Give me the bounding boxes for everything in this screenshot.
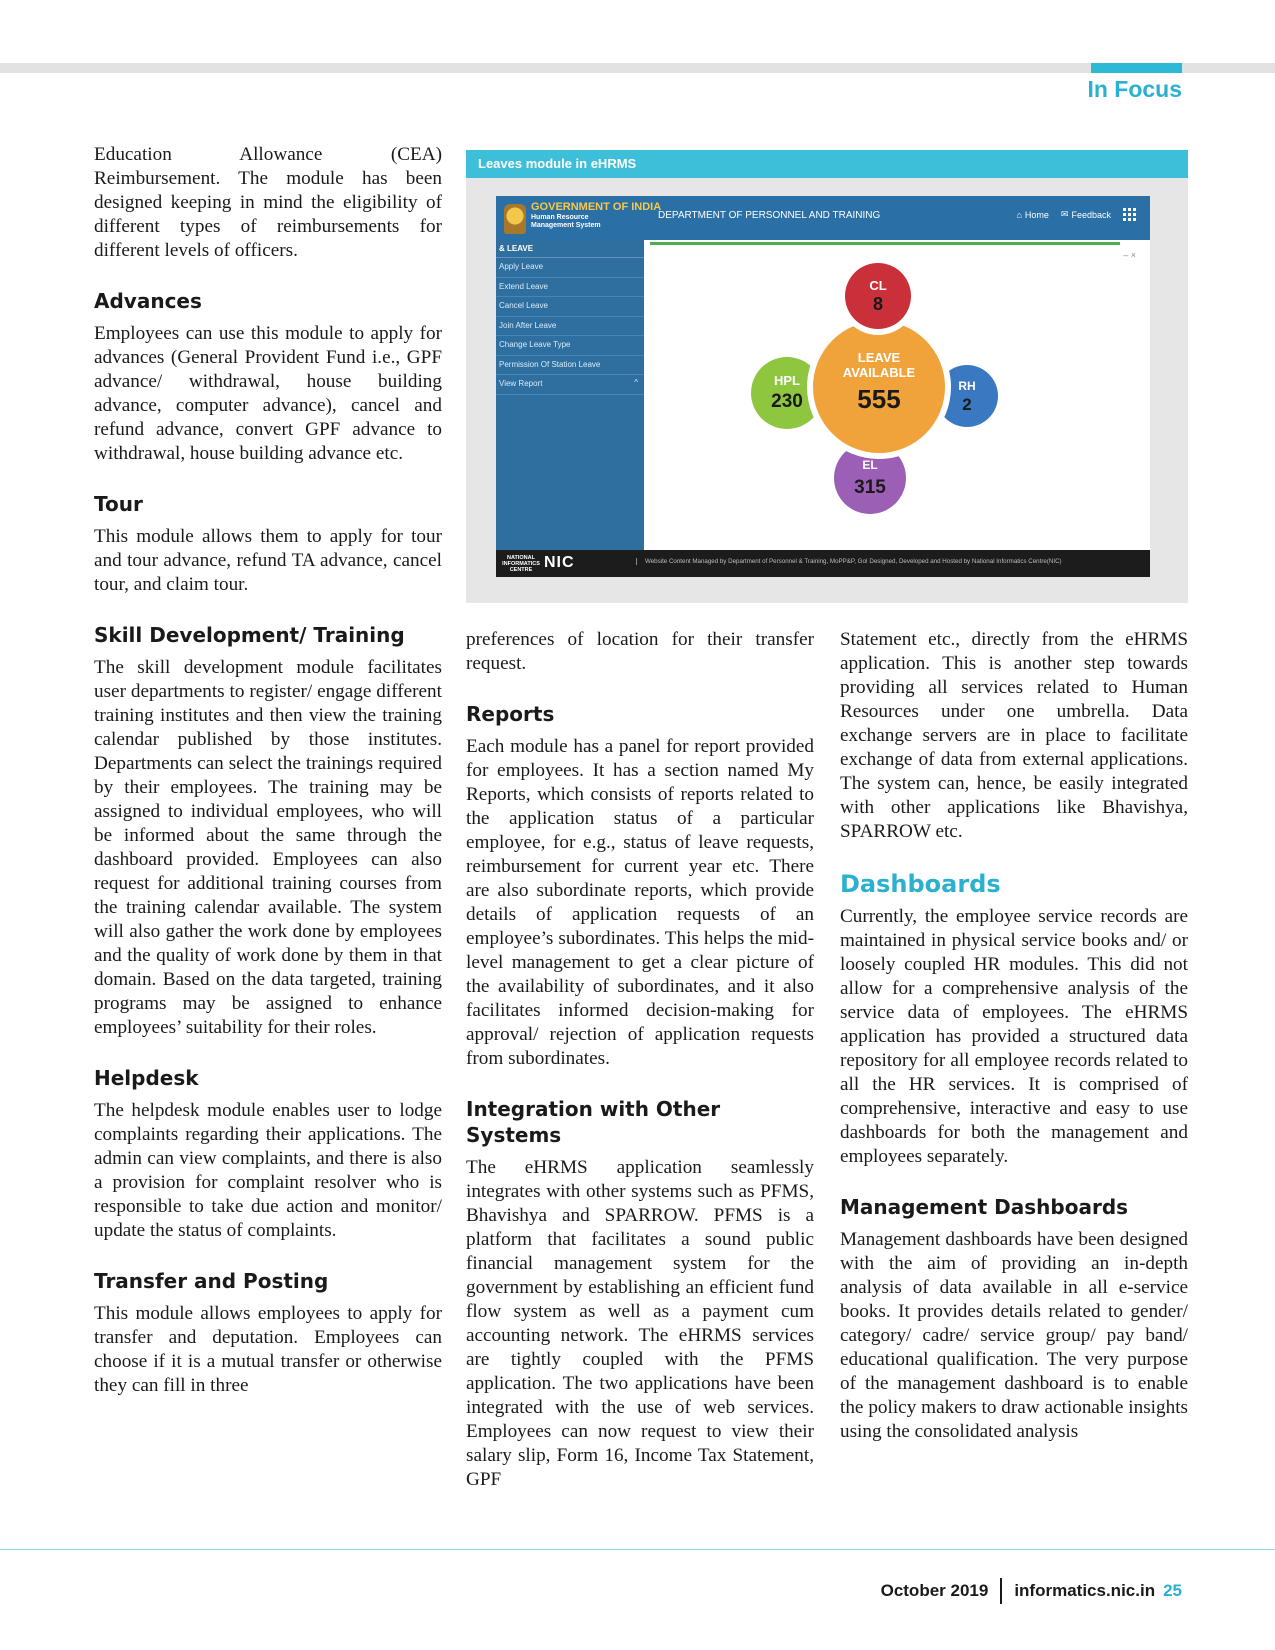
bubble-cl[interactable] — [839, 257, 917, 335]
app-nav — [1016, 208, 1136, 221]
app-sidebar — [496, 240, 644, 550]
sidebar-header: & LEAVE — [496, 240, 644, 258]
window-controls[interactable]: – × — [1123, 250, 1136, 260]
app-logo — [504, 201, 662, 235]
app-footer-text: Website Content Managed by Department of Personnel & Training, MoPP&P, GoI Designed, Developed and Hosted by National Informatics Centre(NIC) — [636, 558, 1062, 565]
department-name: DEPARTMENT OF PERSONNEL AND TRAINING — [658, 210, 881, 221]
sidebar-item-view-report[interactable]: View Report ^ — [496, 375, 644, 395]
paragraph: Management dashboards have been designed with the aim of providing an in-depth analysis of data available in all e-service books. It provides details related to gender/ category/ cadre/ service group/ pay band/ educational qualification. The very purpose of the management dashboard is to enable the policy makers to draw actionable insights using the consolidated analysis — [840, 1229, 1188, 1442]
page-footer — [881, 1578, 1182, 1604]
column-left — [94, 143, 442, 1423]
heading-helpdesk: Helpdesk — [94, 1066, 199, 1090]
bubble-cl-label: CL — [869, 278, 887, 293]
footer-separator — [1000, 1578, 1002, 1604]
chevron-up-icon: ^ — [634, 378, 638, 387]
sidebar-item-apply-leave[interactable]: Apply Leave — [496, 258, 644, 278]
paragraph: Employees can use this module to apply for advances (General Provident Fund i.e., GPF advance/ withdrawal, house building advance, computer advance), cancel and refund advance, convert GPF advance to withdrawal, house building advance etc. — [94, 323, 442, 464]
grid-icon[interactable] — [1123, 208, 1136, 221]
national-emblem-icon — [504, 204, 526, 234]
heading-integration: Integration with Other Systems — [466, 1097, 721, 1147]
logo-subtitle: Human Resource Management System — [531, 214, 601, 229]
column-middle — [466, 628, 814, 1517]
paragraph: Currently, the employee service records are maintained in physical service books and/ or loosely coupled HR modules. This did not allow for a comprehensive analysis of the service data of employees. The eHRMS application has provided a structured data repository for all employee records related to all the HR services. It is comprised of comprehensive, interactive and easy to use dashboards for both the management and employees separately. — [840, 906, 1188, 1167]
footer-rule — [0, 1549, 1275, 1550]
bubble-el-value: 315 — [854, 477, 886, 498]
column-right — [840, 628, 1188, 1469]
app-header — [496, 196, 1150, 240]
sidebar-item-station-leave[interactable]: Permission Of Station Leave — [496, 356, 644, 376]
paragraph: preferences of location for their transfer request. — [466, 629, 814, 674]
logo-title: GOVERNMENT OF INDIA — [531, 201, 662, 213]
center-value: 555 — [857, 384, 901, 414]
bubble-hpl-label: HPL — [774, 373, 800, 388]
nav-home-label: Home — [1024, 209, 1049, 220]
paragraph: Each module has a panel for report provided for employees. It has a section named My Reports, which consists of reports related to the application status of a particular employee, for e.g., status of leave requests, reimbursement for current year etc. There are also subordinate reports, which provide details of application requests of an employee’s subordinates. This helps the mid-level management to get a clear picture of the availability of subordinates, and it also facilitates informed decision-making for approval/ rejection of application requests from subordinates. — [466, 736, 814, 1069]
paragraph: Statement etc., directly from the eHRMS application. This is another step towards providing all services related to Human Resources under one umbrella. Data exchange servers are in place to facilitate exchange of data from external applications. The system can, hence, be easily integrated with other applications like Bhavishya, SPARROW etc. — [840, 629, 1188, 842]
nav-home[interactable] — [1016, 210, 1048, 220]
bubble-rh-label: RH — [958, 379, 976, 393]
nic-logo-text: NATIONAL INFORMATICS CENTRE — [502, 555, 540, 573]
sidebar-item-join-after-leave[interactable]: Join After Leave — [496, 317, 644, 337]
sidebar-item-change-leave-type[interactable]: Change Leave Type — [496, 336, 644, 356]
bubble-hpl-value: 230 — [771, 391, 803, 412]
sidebar-item-extend-leave[interactable]: Extend Leave — [496, 278, 644, 298]
page-number: 25 — [1163, 1581, 1182, 1600]
paragraph: The skill development module facilitates user departments to register/ engage different training institutes and then view the training calendar published by those institutes. Departments can select the trainings required by their employees. The training may be assigned to individual employees, who will be informed about the same through the dashboard provided. Employees can also request for additional training courses from the training calendar available. The system will also gather the work done by employees and the quality of work done by them in that domain. Based on the data targeted, training programs may be assigned to enhance employees’ suitability for their roles. — [94, 657, 442, 1038]
sidebar-item-cancel-leave[interactable]: Cancel Leave — [496, 297, 644, 317]
heading-advances: Advances — [94, 289, 202, 313]
bubble-el-label: EL — [862, 458, 878, 472]
paragraph: This module allows employees to apply for transfer and deputation. Employees can choose if it is a mutual transfer or otherwise they can fill in three — [94, 1303, 442, 1396]
center-label-line2: AVAILABLE — [842, 365, 916, 380]
nic-logo-mark: NIC — [544, 554, 575, 571]
nic-logo — [502, 553, 602, 574]
paragraph: The helpdesk module enables user to lodge complaints regarding their applications. The admin can view complaints, and there is also a provision for complaint resolver who is responsible to take due action and monitor/ update the status of complaints. — [94, 1100, 442, 1241]
figure-leaves-module — [466, 150, 1188, 603]
issue-date: October 2019 — [880, 1581, 989, 1600]
site-url[interactable]: informatics.nic.in — [1014, 1581, 1156, 1600]
heading-transfer-posting: Transfer and Posting — [94, 1269, 329, 1293]
chat-icon: ✉ — [1060, 209, 1069, 219]
nav-feedback-label: Feedback — [1071, 209, 1111, 220]
header-rule — [0, 63, 1275, 73]
nav-feedback[interactable] — [1061, 209, 1111, 220]
section-label: In Focus — [1087, 76, 1182, 102]
heading-management-dashboards: Management Dashboards — [840, 1195, 1129, 1219]
heading-tour: Tour — [94, 492, 143, 516]
heading-skill-development: Skill Development/ Training — [94, 623, 405, 647]
header-accent-bar — [1091, 63, 1182, 73]
figure-caption: Leaves module in eHRMS — [466, 150, 1188, 178]
bubble-cl-value: 8 — [872, 294, 884, 314]
center-label-line1: LEAVE — [857, 350, 901, 365]
heading-reports: Reports — [466, 702, 555, 726]
paragraph: Education Allowance (CEA) Reimbursement. The module has been designed keeping in mind the eligibility of different types of reimbursements for different levels of officers. — [94, 144, 442, 261]
app-footer — [496, 550, 1150, 577]
heading-dashboards: Dashboards — [840, 870, 1001, 898]
ehrms-screenshot — [496, 196, 1150, 577]
leave-available-graphic — [644, 240, 1150, 550]
bubble-rh-value: 2 — [962, 395, 972, 414]
paragraph: The eHRMS application seamlessly integrates with other systems such as PFMS, Bhavishya and SPARROW. PFMS is a platform that facilitates a sound public financial management system for the government by establishing an efficient fund flow system as well as a payment cum accounting network. The eHRMS services are tightly coupled with the PFMS application. The two applications have been integrated with the use of web services. Employees can now request to view their salary slip, Form 16, Income Tax Statement, GPF — [466, 1157, 814, 1490]
bubble-center-available[interactable] — [807, 315, 951, 459]
paragraph: This module allows them to apply for tour and tour advance, refund TA advance, cancel tour, and claim tour. — [94, 526, 442, 595]
home-icon: ⌂ — [1016, 209, 1022, 220]
